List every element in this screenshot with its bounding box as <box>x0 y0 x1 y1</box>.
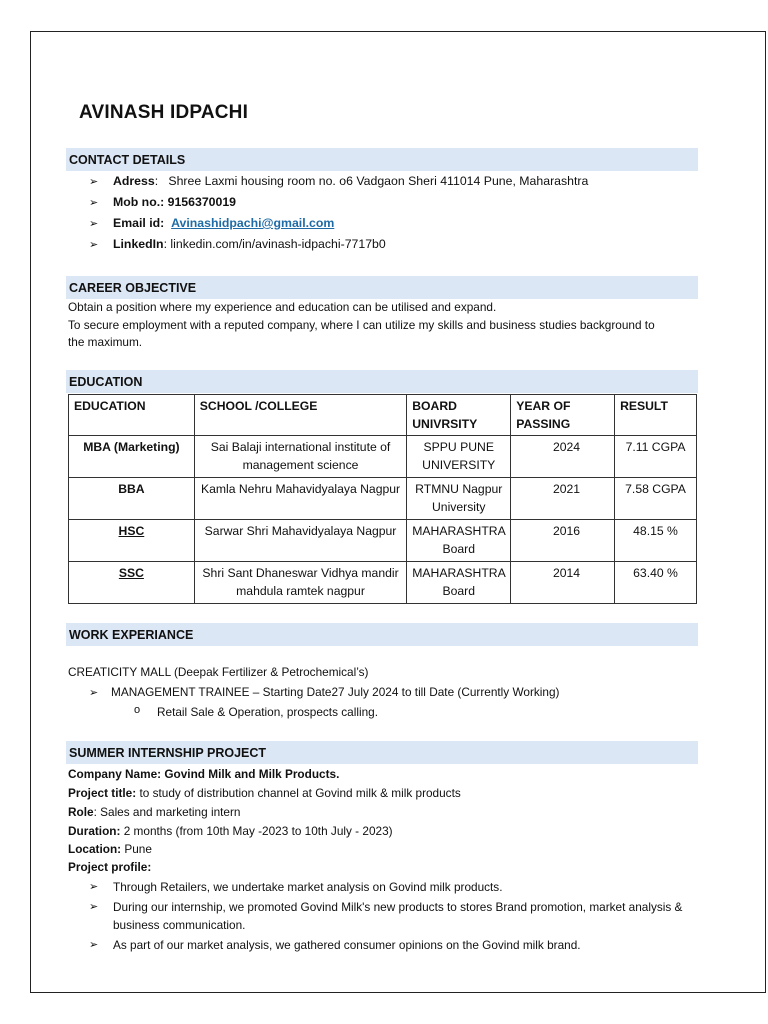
table-row <box>69 436 697 478</box>
arrow-bullet-icon: ➢ <box>89 239 99 251</box>
arrow-bullet-icon: ➢ <box>89 687 99 699</box>
col-header-school: SCHOOL /COLLEGE <box>194 395 406 436</box>
col-header-year: YEAR OF PASSING <box>511 395 615 436</box>
contact-email <box>113 216 334 230</box>
career-line-2: To secure employment with a reputed company, where I can utilize my skills and business studies background to <box>68 318 655 332</box>
cell-board: MAHARASHTRA Board <box>407 520 511 562</box>
section-contact-heading: CONTACT DETAILS <box>66 148 698 171</box>
cell-year: 2016 <box>511 520 615 562</box>
cell-year: 2024 <box>511 436 615 478</box>
profile-point-3: As part of our market analysis, we gathered consumer opinions on the Govind milk brand. <box>113 938 581 952</box>
section-education-heading: EDUCATION <box>66 370 698 393</box>
cell-result: 63.40 % <box>615 562 697 604</box>
profile-point-1: Through Retailers, we undertake market analysis on Govind milk products. <box>113 880 503 894</box>
work-duty: Retail Sale & Operation, prospects calling. <box>157 705 378 719</box>
table-header-row <box>69 395 697 436</box>
contact-address: Adress: Shree Laxmi housing room no. o6 Vadgaon Sheri 411014 Pune, Maharashtra <box>113 174 589 188</box>
internship-role <box>68 805 240 819</box>
cell-school: Kamla Nehru Mahavidyalaya Nagpur <box>194 478 406 520</box>
internship-location <box>68 842 152 856</box>
cell-degree <box>69 562 195 604</box>
internship-company: Company Name: Govind Milk and Milk Products. <box>68 767 340 781</box>
cell-school: Sarwar Shri Mahavidyalaya Nagpur <box>194 520 406 562</box>
arrow-bullet-icon: ➢ <box>89 218 99 230</box>
section-internship-heading: SUMMER INTERNSHIP PROJECT <box>66 741 698 764</box>
cell-school: Sai Balaji international institute of management science <box>194 436 406 478</box>
section-career-heading: CAREER OBJECTIVE <box>66 276 698 299</box>
col-header-board: BOARD UNIVRSITY <box>407 395 511 436</box>
col-header-education: EDUCATION <box>69 395 195 436</box>
cell-year: 2021 <box>511 478 615 520</box>
duration-label: Duration: <box>68 824 121 838</box>
cell-degree: MBA (Marketing) <box>69 436 195 478</box>
address-value: Shree Laxmi housing room no. o6 Vadgaon Sheri 411014 Pune, Maharashtra <box>168 174 589 188</box>
cell-board: RTMNU Nagpur University <box>407 478 511 520</box>
education-table <box>68 394 697 604</box>
linkedin-value: : linkedin.com/in/avinash-idpachi-7717b0 <box>163 237 386 251</box>
arrow-bullet-icon: ➢ <box>89 176 99 188</box>
arrow-bullet-icon: ➢ <box>89 901 99 913</box>
profile-point-2-cont: business communication. <box>113 918 246 932</box>
cell-degree: BBA <box>69 478 195 520</box>
role-value: : Sales and marketing intern <box>93 805 241 819</box>
work-role: MANAGEMENT TRAINEE – Starting Date27 July 2024 to till Date (Currently Working) <box>111 685 560 699</box>
profile-point-2: During our internship, we promoted Govind Milk's new products to stores Brand promotion, market analysis & <box>113 900 683 914</box>
address-label: Adress <box>113 174 155 188</box>
internship-title <box>68 786 461 800</box>
internship-duration <box>68 824 393 838</box>
cell-year: 2014 <box>511 562 615 604</box>
table-row <box>69 562 697 604</box>
career-line-1: Obtain a position where my experience and education can be utilised and expand. <box>68 300 497 314</box>
arrow-bullet-icon: ➢ <box>89 881 99 893</box>
career-line-3: the maximum. <box>68 335 143 349</box>
circle-bullet-icon: o <box>134 704 141 716</box>
cell-school: Shri Sant Dhaneswar Vidhya mandir mahdula ramtek nagpur <box>194 562 406 604</box>
title-label: Project title: <box>68 786 137 800</box>
email-label: Email id: <box>113 216 165 230</box>
cell-board: SPPU PUNE UNIVERSITY <box>407 436 511 478</box>
cell-degree <box>69 520 195 562</box>
contact-linkedin <box>113 237 386 251</box>
degree-text: HSC <box>118 524 145 538</box>
duration-value: 2 months (from 10th May -2023 to 10th July - 2023) <box>120 824 393 838</box>
work-company: CREATICITY MALL (Deepak Fertilizer & Petrochemical’s) <box>68 665 369 679</box>
table-row <box>69 478 697 520</box>
col-header-result: RESULT <box>615 395 697 436</box>
degree-text: SSC <box>118 566 144 580</box>
linkedin-label: LinkedIn <box>113 237 164 251</box>
cell-result: 7.11 CGPA <box>615 436 697 478</box>
arrow-bullet-icon: ➢ <box>89 939 99 951</box>
candidate-name: AVINASH IDPACHI <box>79 102 249 123</box>
internship-profile-label: Project profile: <box>68 860 152 874</box>
table-row <box>69 520 697 562</box>
email-link[interactable]: Avinashidpachi@gmail.com <box>171 216 335 230</box>
location-label: Location: <box>68 842 122 856</box>
contact-mobile: Mob no.: 9156370019 <box>113 195 237 209</box>
arrow-bullet-icon: ➢ <box>89 197 99 209</box>
title-value: to study of distribution channel at Govind milk & milk products <box>136 786 461 800</box>
cell-result: 48.15 % <box>615 520 697 562</box>
section-work-heading: WORK EXPERIANCE <box>66 623 698 646</box>
cell-result: 7.58 CGPA <box>615 478 697 520</box>
cell-board: MAHARASHTRA Board <box>407 562 511 604</box>
location-value: Pune <box>121 842 152 856</box>
role-label: Role <box>68 805 94 819</box>
